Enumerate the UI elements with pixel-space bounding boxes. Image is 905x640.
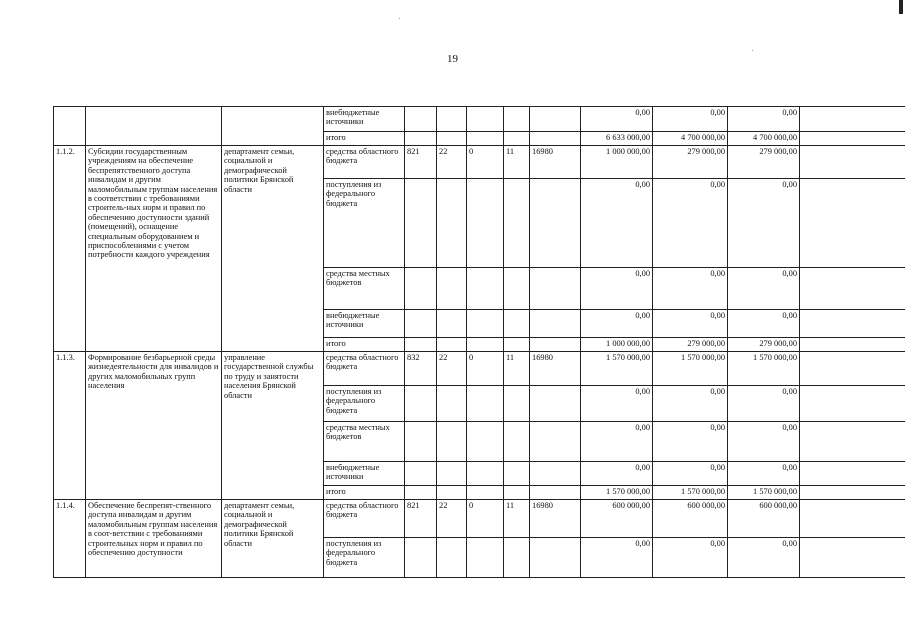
funding-source-cell: внебюджетные источники <box>324 310 405 338</box>
item-number-cell: 1.1.2. <box>54 146 86 352</box>
budget-code-cell <box>504 338 530 352</box>
amount-cell: 4 700 000,00 <box>728 132 800 146</box>
funding-source-cell: итого <box>324 486 405 500</box>
budget-code-cell <box>530 338 581 352</box>
budget-code-cell <box>405 422 437 462</box>
amount-cell: 0,00 <box>581 462 653 486</box>
amount-cell: 279 000,00 <box>728 338 800 352</box>
budget-code-cell <box>437 310 467 338</box>
budget-code-cell <box>504 386 530 422</box>
item-name-cell <box>86 107 222 146</box>
amount-cell: 0,00 <box>728 462 800 486</box>
table-row <box>54 107 905 132</box>
item-name-cell: Субсидии государственным учреждениям на обеспечение беспрепятственного доступа инвалидам и другим маломобильным группам населения в соответствии с требованиями строитель-ных норм и правил по обеспечению доступности зданий (помещений), оснащение специальным оборудованием и приспособлениями с учетом потребности каждого учреждения <box>86 146 222 352</box>
budget-code-cell <box>504 486 530 500</box>
budget-code-cell <box>437 268 467 310</box>
funding-source-cell: средства местных бюджетов <box>324 422 405 462</box>
budget-code-cell <box>467 310 504 338</box>
table-row <box>54 352 905 386</box>
note-cell <box>800 538 905 578</box>
budget-code-cell: 821 <box>405 146 437 179</box>
note-cell <box>800 462 905 486</box>
table-row <box>54 146 905 179</box>
budget-code-cell <box>467 422 504 462</box>
budget-code-cell <box>504 179 530 268</box>
budget-code-cell <box>467 538 504 578</box>
executor-cell: департамент семьи, социальной и демографической политики Брянской области <box>222 500 324 578</box>
amount-cell: 0,00 <box>581 107 653 132</box>
budget-code-cell: 22 <box>437 352 467 386</box>
executor-cell <box>222 107 324 146</box>
budget-code-cell <box>467 179 504 268</box>
amount-cell: 600 000,00 <box>581 500 653 538</box>
executor-cell: департамент семьи, социальной и демографической политики Брянской области <box>222 146 324 352</box>
budget-code-cell <box>405 486 437 500</box>
budget-code-cell: 16980 <box>530 352 581 386</box>
amount-cell: 1 000 000,00 <box>581 338 653 352</box>
budget-code-cell <box>437 538 467 578</box>
amount-cell: 1 570 000,00 <box>581 486 653 500</box>
funding-source-cell: поступления из федерального бюджета <box>324 538 405 578</box>
budget-code-cell <box>405 132 437 146</box>
amount-cell: 600 000,00 <box>728 500 800 538</box>
amount-cell: 0,00 <box>728 179 800 268</box>
budget-code-cell <box>530 179 581 268</box>
item-number-cell: 1.1.3. <box>54 352 86 500</box>
note-cell <box>800 107 905 132</box>
funding-source-cell: поступления из федерального бюджета <box>324 179 405 268</box>
amount-cell: 600 000,00 <box>653 500 728 538</box>
budget-code-cell <box>467 268 504 310</box>
amount-cell: 0,00 <box>653 179 728 268</box>
amount-cell: 0,00 <box>653 422 728 462</box>
budget-code-cell: 832 <box>405 352 437 386</box>
note-cell <box>800 310 905 338</box>
budget-code-cell <box>530 107 581 132</box>
budget-code-cell <box>467 462 504 486</box>
budget-code-cell <box>405 386 437 422</box>
budget-code-cell <box>530 310 581 338</box>
amount-cell: 0,00 <box>653 462 728 486</box>
amount-cell: 0,00 <box>581 538 653 578</box>
budget-code-cell <box>467 132 504 146</box>
amount-cell: 4 700 000,00 <box>653 132 728 146</box>
page-number: 19 <box>447 53 458 65</box>
budget-code-cell <box>405 179 437 268</box>
funding-source-cell: средства областного бюджета <box>324 500 405 538</box>
amount-cell: 0,00 <box>581 386 653 422</box>
table-row <box>54 500 905 538</box>
note-cell <box>800 352 905 386</box>
amount-cell: 0,00 <box>728 386 800 422</box>
budget-code-cell <box>504 422 530 462</box>
funding-source-cell: внебюджетные источники <box>324 107 405 132</box>
budget-code-cell <box>530 486 581 500</box>
amount-cell: 0,00 <box>728 422 800 462</box>
budget-code-cell <box>467 486 504 500</box>
amount-cell: 0,00 <box>653 310 728 338</box>
budget-code-cell <box>467 386 504 422</box>
budget-code-cell <box>530 538 581 578</box>
funding-source-cell: поступления из федерального бюджета <box>324 386 405 422</box>
note-cell <box>800 268 905 310</box>
funding-source-cell: внебюджетные источники <box>324 462 405 486</box>
executor-cell: управление государственной службы по труду и занятости населения Брянской области <box>222 352 324 500</box>
note-cell <box>800 486 905 500</box>
budget-code-cell <box>504 132 530 146</box>
scan-dot <box>399 18 400 19</box>
budget-code-cell <box>530 386 581 422</box>
amount-cell: 0,00 <box>581 310 653 338</box>
amount-cell: 1 000 000,00 <box>581 146 653 179</box>
amount-cell: 1 570 000,00 <box>653 486 728 500</box>
budget-code-cell <box>504 462 530 486</box>
amount-cell: 0,00 <box>653 268 728 310</box>
amount-cell: 279 000,00 <box>653 146 728 179</box>
amount-cell: 0,00 <box>653 107 728 132</box>
item-number-cell: 1.1.4. <box>54 500 86 578</box>
amount-cell: 0,00 <box>728 538 800 578</box>
budget-code-cell <box>405 107 437 132</box>
budget-code-cell <box>530 462 581 486</box>
budget-code-cell <box>405 338 437 352</box>
budget-code-cell <box>530 422 581 462</box>
budget-code-cell <box>504 538 530 578</box>
budget-code-cell: 22 <box>437 500 467 538</box>
amount-cell: 0,00 <box>581 268 653 310</box>
budget-code-cell <box>405 310 437 338</box>
budget-code-cell <box>437 486 467 500</box>
amount-cell: 1 570 000,00 <box>653 352 728 386</box>
budget-code-cell: 22 <box>437 146 467 179</box>
budget-code-cell <box>467 338 504 352</box>
budget-code-cell <box>437 179 467 268</box>
budget-code-cell: 0 <box>467 146 504 179</box>
amount-cell: 1 570 000,00 <box>728 486 800 500</box>
funding-source-cell: средства местных бюджетов <box>324 268 405 310</box>
budget-code-cell <box>437 462 467 486</box>
amount-cell: 279 000,00 <box>653 338 728 352</box>
budget-code-cell <box>504 107 530 132</box>
budget-code-cell <box>437 338 467 352</box>
budget-code-cell <box>405 462 437 486</box>
scan-edge-mark <box>899 0 903 14</box>
note-cell <box>800 386 905 422</box>
amount-cell: 279 000,00 <box>728 146 800 179</box>
budget-code-cell: 16980 <box>530 146 581 179</box>
budget-code-cell <box>437 386 467 422</box>
budget-code-cell: 0 <box>467 500 504 538</box>
budget-code-cell: 821 <box>405 500 437 538</box>
scan-dot <box>752 50 753 51</box>
budget-code-cell <box>467 107 504 132</box>
budget-code-cell <box>504 310 530 338</box>
budget-code-cell: 0 <box>467 352 504 386</box>
budget-code-cell <box>530 132 581 146</box>
amount-cell: 0,00 <box>581 179 653 268</box>
budget-code-cell <box>405 538 437 578</box>
note-cell <box>800 146 905 179</box>
amount-cell: 0,00 <box>653 386 728 422</box>
note-cell <box>800 179 905 268</box>
amount-cell: 0,00 <box>581 422 653 462</box>
amount-cell: 1 570 000,00 <box>581 352 653 386</box>
budget-code-cell <box>504 268 530 310</box>
note-cell <box>800 338 905 352</box>
amount-cell: 6 633 000,00 <box>581 132 653 146</box>
budget-code-cell <box>530 268 581 310</box>
note-cell <box>800 422 905 462</box>
budget-code-cell <box>405 268 437 310</box>
item-number-cell <box>54 107 86 146</box>
budget-code-cell: 11 <box>504 146 530 179</box>
item-name-cell: Обеспечение беспрепят-ственного доступа инвалидам и другим маломобильным группам населения в соот-ветствии с требованиями строительных норм и правил по обеспечению доступности <box>86 500 222 578</box>
funding-source-cell: итого <box>324 338 405 352</box>
funding-source-cell: итого <box>324 132 405 146</box>
budget-code-cell: 16980 <box>530 500 581 538</box>
budget-code-cell <box>437 107 467 132</box>
funding-source-cell: средства областного бюджета <box>324 146 405 179</box>
budget-code-cell <box>437 422 467 462</box>
amount-cell: 0,00 <box>653 538 728 578</box>
note-cell <box>800 132 905 146</box>
budget-table <box>53 106 905 578</box>
budget-code-cell <box>437 132 467 146</box>
item-name-cell: Формирование безбарьерной среды жизнедеятельности для инвалидов и других маломобильных групп населения <box>86 352 222 500</box>
budget-code-cell: 11 <box>504 500 530 538</box>
funding-source-cell: средства областного бюджета <box>324 352 405 386</box>
budget-code-cell: 11 <box>504 352 530 386</box>
amount-cell: 0,00 <box>728 268 800 310</box>
amount-cell: 0,00 <box>728 310 800 338</box>
note-cell <box>800 500 905 538</box>
amount-cell: 1 570 000,00 <box>728 352 800 386</box>
amount-cell: 0,00 <box>728 107 800 132</box>
